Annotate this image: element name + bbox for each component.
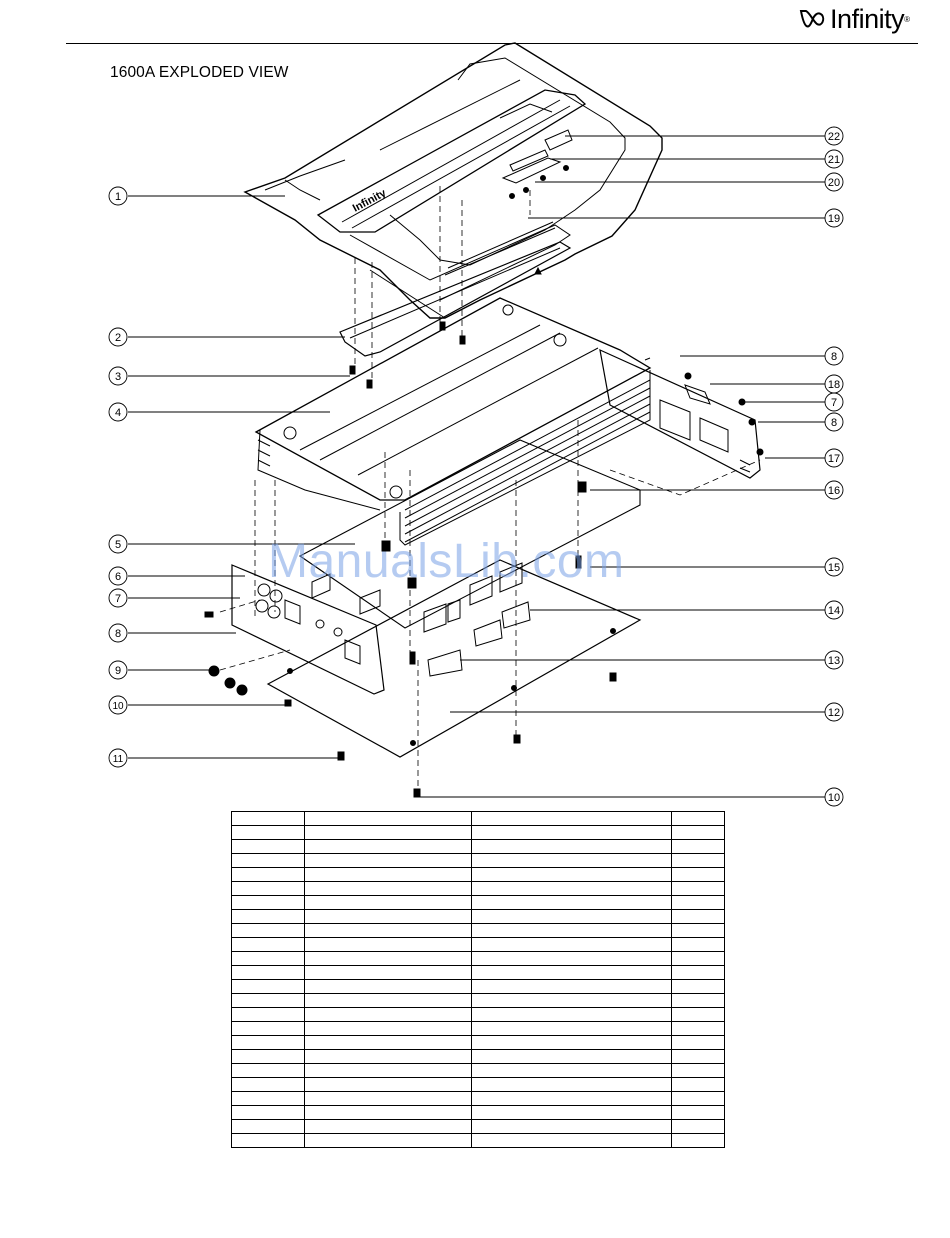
- transistor-clips-part: [428, 602, 530, 676]
- table-cell: [672, 1134, 725, 1148]
- table-row: [232, 938, 725, 952]
- table-cell: [672, 1078, 725, 1092]
- table-cell: [305, 980, 472, 994]
- bottom-plate-part: [268, 560, 640, 757]
- table-cell: [672, 812, 725, 826]
- callout-label: 18: [827, 379, 841, 391]
- table-cell: [672, 868, 725, 882]
- table-cell: [305, 854, 472, 868]
- table-cell: [672, 1022, 725, 1036]
- table-cell: [232, 1120, 305, 1134]
- lid-logo-text: Infinity: [350, 187, 389, 215]
- table-cell: [305, 1106, 472, 1120]
- heatsink-chassis-part: [256, 298, 650, 545]
- callout-label: 3: [114, 371, 122, 383]
- table-row: [232, 980, 725, 994]
- table-cell: [232, 1008, 305, 1022]
- table-cell: [305, 1078, 472, 1092]
- table-cell: [472, 910, 672, 924]
- table-row: [232, 896, 725, 910]
- table-cell: [305, 924, 472, 938]
- table-cell: [472, 1134, 672, 1148]
- table-row: [232, 1008, 725, 1022]
- table-cell: [472, 966, 672, 980]
- callout-label: 20: [827, 177, 841, 189]
- table-cell: [472, 868, 672, 882]
- table-cell: [305, 1134, 472, 1148]
- table-cell: [305, 952, 472, 966]
- table-cell: [672, 826, 725, 840]
- table-cell: [232, 826, 305, 840]
- table-cell: [472, 1078, 672, 1092]
- table-row: [232, 854, 725, 868]
- table-cell: [305, 1008, 472, 1022]
- watermark: ManualsLib.com: [268, 535, 625, 588]
- table-cell: [305, 882, 472, 896]
- table-cell: [672, 952, 725, 966]
- right-endplate-part: [600, 350, 763, 478]
- top-cover-part: [245, 43, 662, 318]
- callout-label: 19: [827, 213, 841, 225]
- table-cell: [232, 854, 305, 868]
- table-cell: [672, 966, 725, 980]
- table-cell: [305, 826, 472, 840]
- table-cell: [472, 1036, 672, 1050]
- table-row: [232, 966, 725, 980]
- callout-label: 21: [827, 154, 841, 166]
- table-cell: [672, 1092, 725, 1106]
- callouts-right: [825, 127, 843, 806]
- table-cell: [472, 1064, 672, 1078]
- table-cell: [472, 1120, 672, 1134]
- table-cell: [472, 952, 672, 966]
- table-cell: [305, 1064, 472, 1078]
- table-row: [232, 1036, 725, 1050]
- table-cell: [472, 938, 672, 952]
- callout-label: 4: [114, 407, 122, 419]
- table-cell: [305, 1050, 472, 1064]
- table-row: [232, 952, 725, 966]
- table-cell: [672, 1120, 725, 1134]
- table-cell: [232, 994, 305, 1008]
- table-cell: [672, 924, 725, 938]
- table-cell: [472, 812, 672, 826]
- callout-label: 9: [114, 665, 122, 677]
- table-cell: [472, 980, 672, 994]
- registered-mark: ®: [904, 15, 910, 24]
- callout-label: 8: [114, 628, 122, 640]
- table-cell: [232, 924, 305, 938]
- table-cell: [472, 854, 672, 868]
- table-cell: [472, 924, 672, 938]
- table-cell: [232, 1050, 305, 1064]
- callout-label: 14: [827, 605, 841, 617]
- bracket-part-2: [340, 242, 570, 356]
- table-cell: [305, 1120, 472, 1134]
- table-cell: [305, 1022, 472, 1036]
- callout-label: 8: [830, 351, 838, 363]
- table-row: [232, 994, 725, 1008]
- table-cell: [672, 1106, 725, 1120]
- table-cell: [472, 840, 672, 854]
- page-title: 1600A EXPLODED VIEW: [110, 64, 289, 81]
- table-cell: [232, 952, 305, 966]
- table-cell: [472, 1022, 672, 1036]
- callout-label: 1: [114, 191, 122, 203]
- table-row: [232, 1106, 725, 1120]
- table-cell: [305, 938, 472, 952]
- table-cell: [672, 1008, 725, 1022]
- table-cell: [672, 1064, 725, 1078]
- table-row: [232, 1078, 725, 1092]
- table-cell: [305, 868, 472, 882]
- small-bracket-part: [503, 130, 572, 199]
- table-cell: [672, 882, 725, 896]
- table-cell: [232, 1106, 305, 1120]
- table-cell: [672, 840, 725, 854]
- table-cell: [305, 1092, 472, 1106]
- table-cell: [672, 938, 725, 952]
- table-cell: [232, 1022, 305, 1036]
- table-cell: [232, 882, 305, 896]
- table-cell: [232, 1064, 305, 1078]
- table-cell: [232, 1092, 305, 1106]
- table-cell: [232, 1134, 305, 1148]
- table-cell: [472, 882, 672, 896]
- callout-label: 6: [114, 571, 122, 583]
- callout-label: 15: [827, 562, 841, 574]
- table-row: [232, 910, 725, 924]
- callouts-left: [109, 187, 127, 767]
- table-cell: [232, 966, 305, 980]
- callout-label: 11: [112, 754, 124, 765]
- callout-label: 8: [830, 417, 838, 429]
- table-cell: [672, 854, 725, 868]
- callout-label: 22: [827, 131, 841, 143]
- table-cell: [472, 1008, 672, 1022]
- callout-label: 7: [830, 397, 838, 409]
- brand-name: Infinity: [830, 4, 905, 34]
- table-cell: [672, 896, 725, 910]
- table-cell: [305, 812, 472, 826]
- table-row: [232, 868, 725, 882]
- parts-list-table: [231, 811, 725, 1148]
- table-cell: [305, 840, 472, 854]
- table-cell: [232, 896, 305, 910]
- table-row: [232, 882, 725, 896]
- table-cell: [672, 994, 725, 1008]
- callout-label: 10: [827, 792, 841, 804]
- table-cell: [672, 910, 725, 924]
- callout-label: 12: [827, 707, 841, 719]
- table-cell: [232, 868, 305, 882]
- table-cell: [232, 840, 305, 854]
- table-row: [232, 1050, 725, 1064]
- callout-label: 10: [112, 701, 124, 712]
- table-cell: [472, 994, 672, 1008]
- callout-label: 5: [114, 539, 122, 551]
- table-cell: [232, 980, 305, 994]
- table-cell: [305, 1036, 472, 1050]
- table-cell: [472, 1106, 672, 1120]
- table-row: [232, 924, 725, 938]
- table-cell: [232, 938, 305, 952]
- table-cell: [232, 812, 305, 826]
- table-row: [232, 826, 725, 840]
- table-cell: [472, 1092, 672, 1106]
- callout-label: 2: [114, 332, 122, 344]
- table-row: [232, 1022, 725, 1036]
- table-cell: [305, 994, 472, 1008]
- table-cell: [472, 1050, 672, 1064]
- table-cell: [672, 980, 725, 994]
- table-row: [232, 1134, 725, 1148]
- table-cell: [672, 1050, 725, 1064]
- table-row: [232, 1120, 725, 1134]
- callout-label: 16: [827, 485, 841, 497]
- table-cell: [305, 966, 472, 980]
- table-cell: [672, 1036, 725, 1050]
- callout-label: 7: [114, 593, 122, 605]
- table-row: [232, 1064, 725, 1078]
- table-row: [232, 840, 725, 854]
- callout-label: 13: [827, 655, 841, 667]
- leader-lines: [128, 136, 826, 797]
- table-cell: [232, 1078, 305, 1092]
- table-cell: [305, 910, 472, 924]
- table-cell: [305, 896, 472, 910]
- table-cell: [232, 1036, 305, 1050]
- table-cell: [472, 896, 672, 910]
- callout-label: 17: [827, 453, 841, 465]
- table-row: [232, 812, 725, 826]
- table-cell: [472, 826, 672, 840]
- table-cell: [232, 910, 305, 924]
- table-row: [232, 1092, 725, 1106]
